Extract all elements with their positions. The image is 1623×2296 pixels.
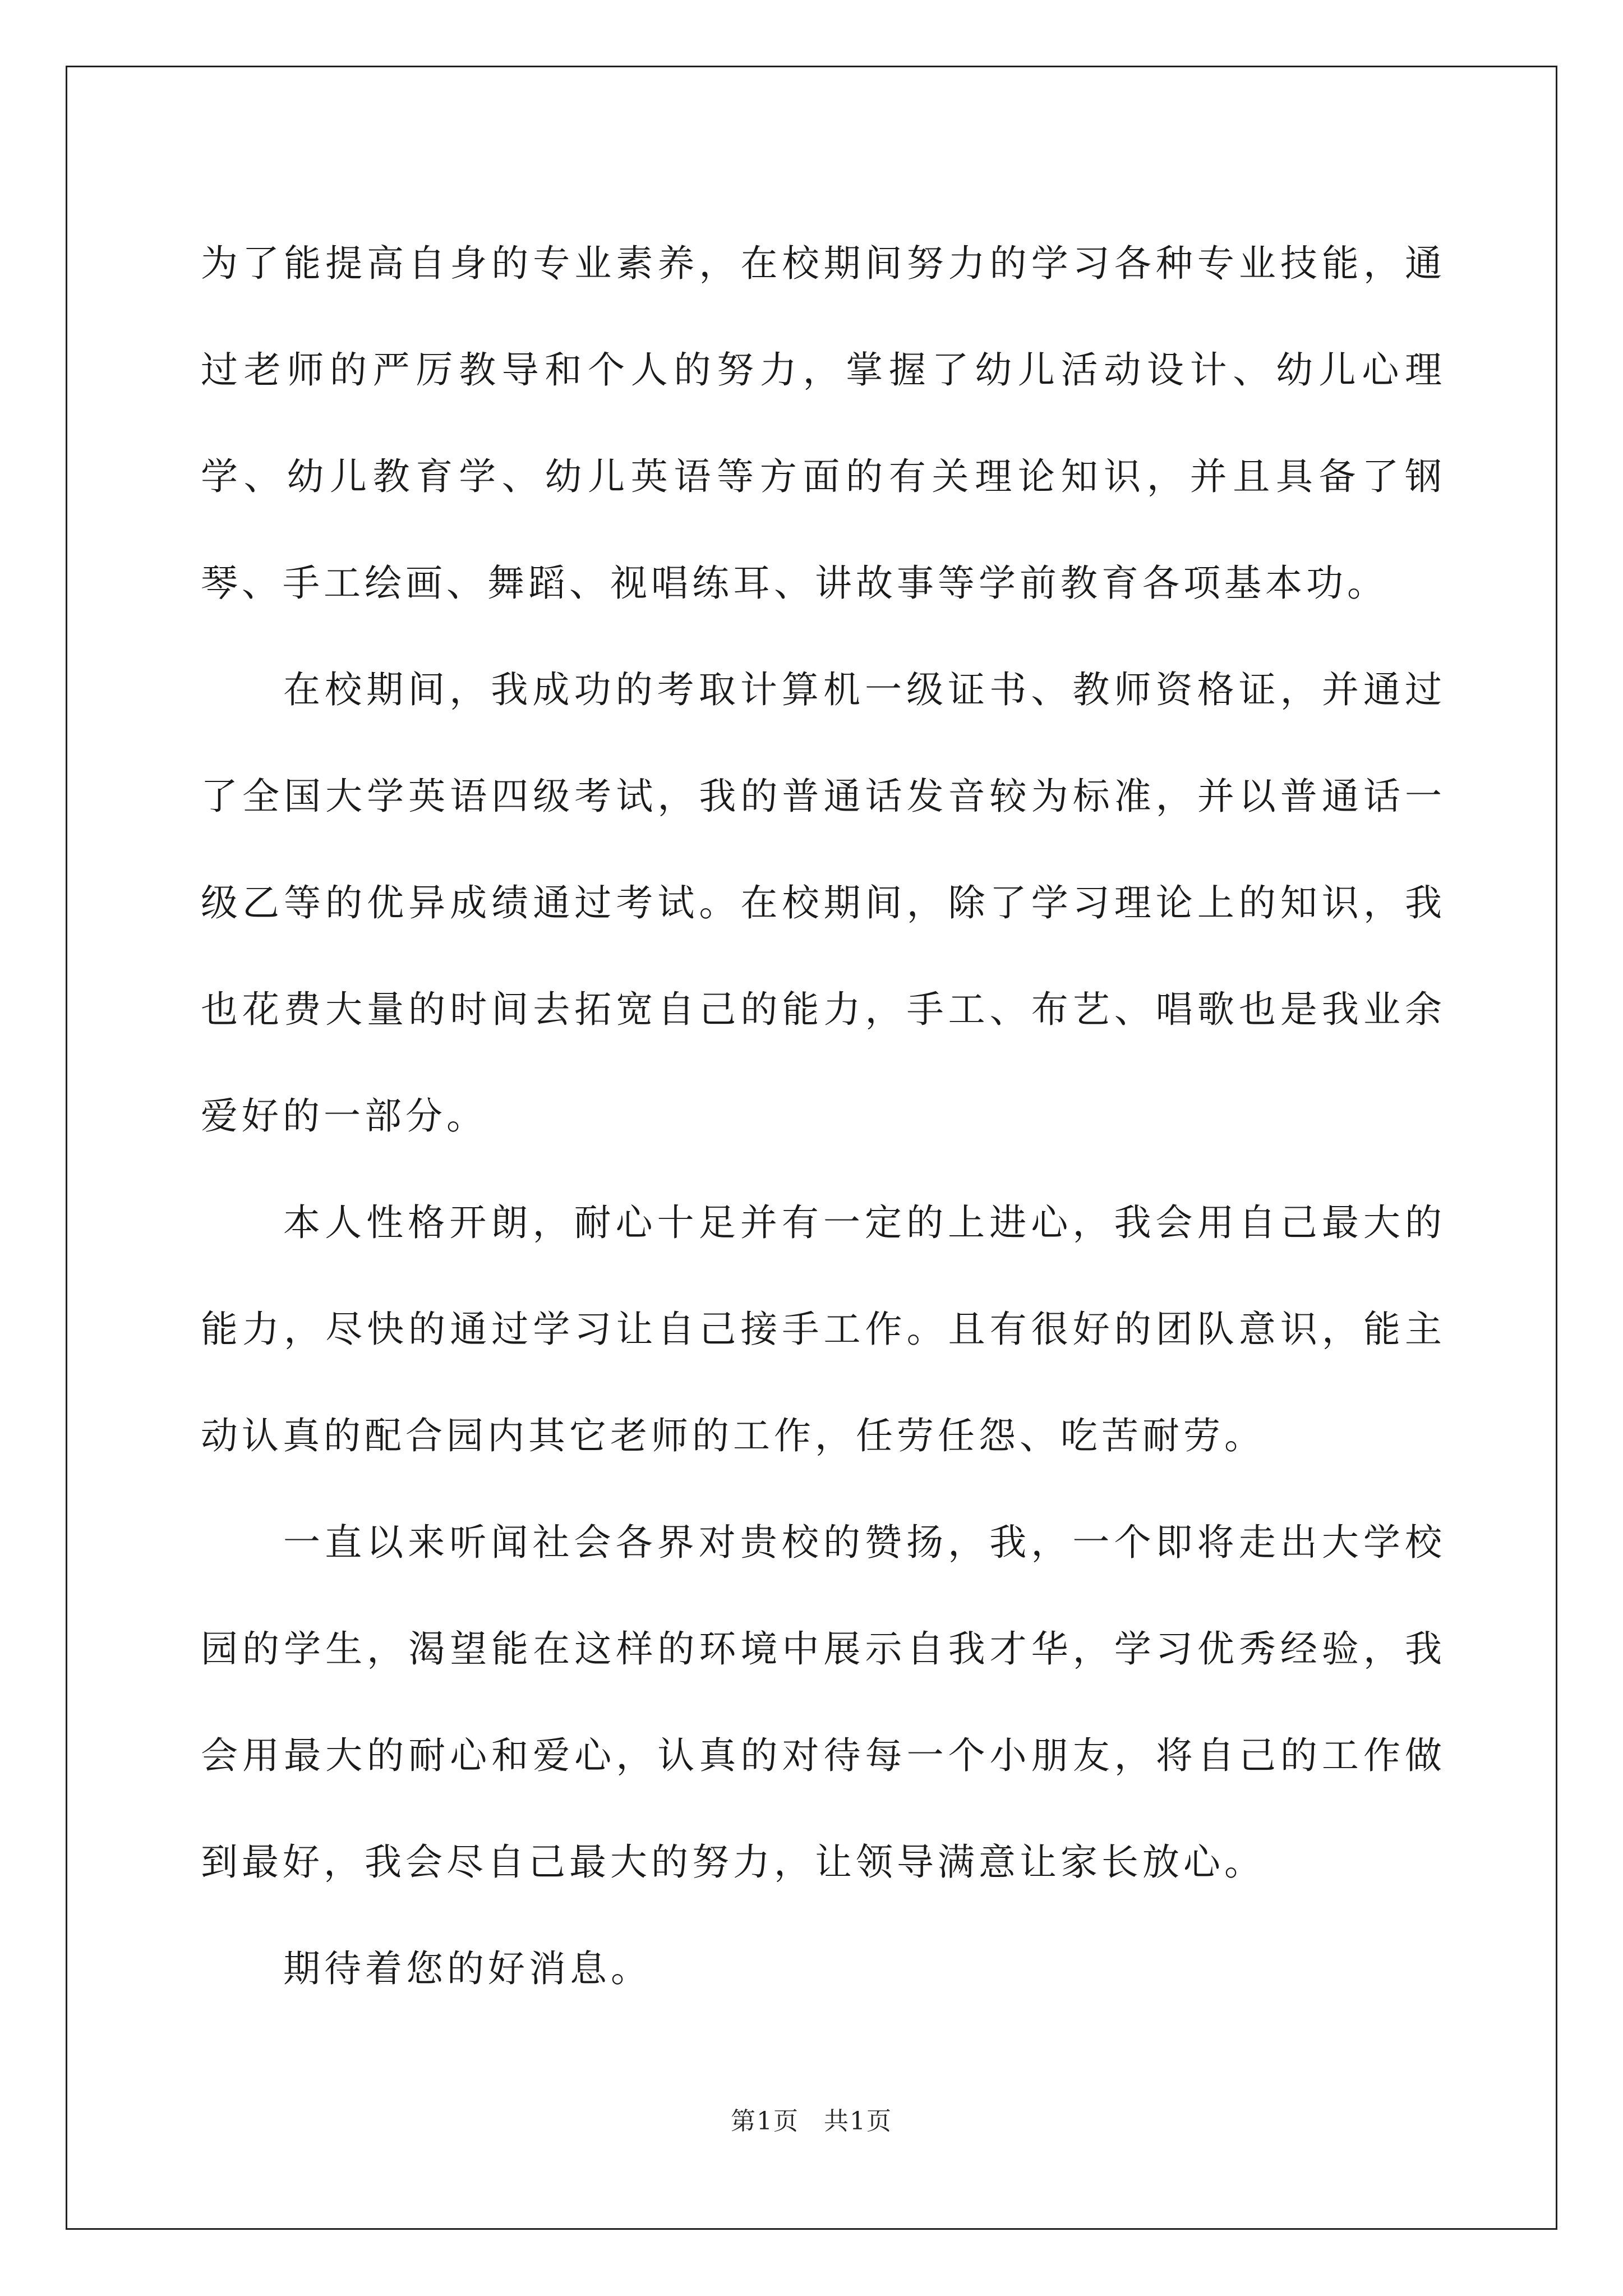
- paragraph-skills: 为了能提高自身的专业素养，在校期间努力的学习各种专业技能，通过老师的严厉教导和个人的努力，掌握了幼儿活动设计、幼儿心理学、幼儿教育学、幼儿英语等方面的有关理论知识，并且具备了钢琴、手工绘画、舞蹈、视唱练耳、讲故事等学前教育各项基本功。: [201, 242, 1446, 605]
- document-body: [201, 210, 1446, 2022]
- paragraph-personality: 本人性格开朗，耐心十足并有一定的上进心，我会用自己最大的能力，尽快的通过学习让自己接手工作。且有很好的团队意识，能主动认真的配合园内其它老师的工作，任劳任怨、吃苦耐劳。: [201, 1201, 1446, 1457]
- paragraph-aspiration: 一直以来听闻社会各界对贵校的赞扬，我，一个即将走出大学校园的学生，渴望能在这样的环境中展示自我才华，学习优秀经验，我会用最大的耐心和爱心，认真的对待每一个小朋友，将自己的工作做到最好，我会尽自己最大的努力，让领导满意让家长放心。: [201, 1521, 1446, 1884]
- page-number: 第1页: [731, 2107, 799, 2136]
- page-footer: [0, 2101, 1623, 2137]
- paragraph-certificates: 在校期间，我成功的考取计算机一级证书、教师资格证，并通过了全国大学英语四级考试，我的普通话发音较为标准，并以普通话一级乙等的优异成绩通过考试。在校期间，除了学习理论上的知识，我也花费大量的时间去拓宽自己的能力，手工、布艺、唱歌也是我业余爱好的一部分。: [201, 668, 1446, 1138]
- paragraph-closing: 期待着您的好消息。: [283, 1947, 652, 1990]
- page-total: 共1页: [824, 2107, 892, 2136]
